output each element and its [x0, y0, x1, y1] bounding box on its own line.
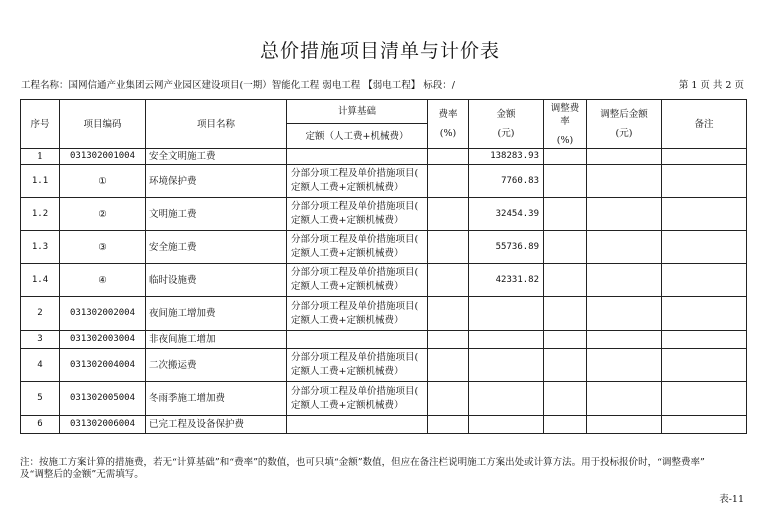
row-amount: 42331.82 [469, 264, 544, 297]
row-seq: 4 [21, 349, 60, 382]
row-remark [662, 416, 747, 434]
row-basis-line2: 定额人工费+定额机械费） [291, 182, 404, 193]
row-seq: 1 [21, 149, 60, 165]
header-name: 项目名称 [146, 100, 287, 149]
row-remark [662, 264, 747, 297]
table-row [21, 231, 747, 264]
row-rate [428, 149, 469, 165]
row-code: 031302004004 [60, 349, 146, 382]
header-amount-label: 金额 [496, 109, 516, 120]
footnote-line1: 注：按施工方案计算的措施费，若无“计算基础”和“费率”的数值，也可只填“金额”数值，但应在备注栏说明施工方案出处或计算方法。用于投标报价时，“调整费率” [20, 457, 705, 468]
row-seq: 1.4 [21, 264, 60, 297]
row-adj-amount [587, 416, 662, 434]
row-basis-line1: 分部分项工程及单价措施项目( [291, 300, 419, 312]
row-adj-rate [544, 149, 587, 165]
row-adj-amount [587, 198, 662, 231]
project-info: 工程名称：国网信通产业集团云网产业园区建设项目(一期）智能化工程 弱电工程 【弱电工程】 标段：/ [21, 80, 455, 91]
row-basis-line1: 分部分项工程及单价措施项目( [291, 385, 419, 397]
row-basis [287, 165, 428, 198]
row-remark [662, 297, 747, 331]
row-amount [469, 349, 544, 382]
row-adj-amount [587, 331, 662, 349]
row-name: 二次搬运费 [146, 349, 287, 382]
row-rate [428, 264, 469, 297]
row-remark [662, 331, 747, 349]
row-adj-amount [587, 382, 662, 416]
row-adj-rate [544, 297, 587, 331]
row-remark [662, 231, 747, 264]
row-basis [287, 231, 428, 264]
row-code: ① [60, 165, 146, 198]
row-adj-rate [544, 416, 587, 434]
table-row [21, 331, 747, 349]
row-seq: 1.2 [21, 198, 60, 231]
row-rate [428, 231, 469, 264]
row-amount [469, 382, 544, 416]
row-code: 031302003004 [60, 331, 146, 349]
row-name: 环境保护费 [146, 165, 287, 198]
row-rate [428, 416, 469, 434]
table-row [21, 349, 747, 382]
table-row [21, 382, 747, 416]
header-adj-amount [587, 100, 662, 149]
row-name: 冬雨季施工增加费 [146, 382, 287, 416]
row-amount: 7760.83 [469, 165, 544, 198]
row-basis [287, 264, 428, 297]
footnote-line2: 及“调整后的金额”无需填写。 [20, 469, 144, 480]
row-basis [287, 149, 428, 165]
row-basis [287, 331, 428, 349]
row-seq: 2 [21, 297, 60, 331]
row-name: 已完工程及设备保护费 [146, 416, 287, 434]
row-seq: 5 [21, 382, 60, 416]
row-basis-line2: 定额人工费+定额机械费） [291, 248, 404, 259]
row-amount [469, 297, 544, 331]
footnote [20, 457, 746, 481]
row-code: ② [60, 198, 146, 231]
row-adj-amount [587, 349, 662, 382]
row-remark [662, 198, 747, 231]
row-adj-rate [544, 331, 587, 349]
row-name: 文明施工费 [146, 198, 287, 231]
row-name: 临时设施费 [146, 264, 287, 297]
row-rate [428, 331, 469, 349]
row-remark [662, 382, 747, 416]
row-remark [662, 165, 747, 198]
row-basis [287, 416, 428, 434]
row-basis-line2: 定额人工费+定额机械费） [291, 366, 404, 377]
header-adj-rate-unit: (%) [556, 134, 574, 146]
row-basis-line1: 分部分项工程及单价措施项目( [291, 267, 419, 278]
row-amount: 32454.39 [469, 198, 544, 231]
row-basis [287, 198, 428, 231]
row-seq: 1.3 [21, 231, 60, 264]
row-adj-amount [587, 264, 662, 297]
table-row [21, 416, 747, 434]
row-basis-line1: 分部分项工程及单价措施项目( [291, 168, 419, 179]
row-basis-line2: 定额人工费+定额机械费） [291, 215, 404, 226]
row-seq: 3 [21, 331, 60, 349]
row-amount: 55736.89 [469, 231, 544, 264]
row-adj-rate [544, 198, 587, 231]
table-number: 表-11 [719, 494, 744, 505]
row-code: 031302002004 [60, 297, 146, 331]
row-rate [428, 382, 469, 416]
row-basis [287, 297, 428, 331]
row-adj-amount [587, 231, 662, 264]
table-row [21, 149, 747, 165]
row-rate [428, 297, 469, 331]
row-adj-amount [587, 149, 662, 165]
header-remark: 备注 [662, 100, 747, 149]
row-adj-rate [544, 382, 587, 416]
row-basis [287, 382, 428, 416]
header-adj-rate-label: 调整费率 [550, 102, 580, 127]
row-remark [662, 149, 747, 165]
row-amount [469, 331, 544, 349]
row-amount [469, 416, 544, 434]
header-rate-label: 费率 [438, 109, 458, 120]
row-adj-rate [544, 264, 587, 297]
header-amount [469, 100, 544, 149]
page-info: 第 1 页 共 2 页 [678, 80, 744, 91]
row-basis-line1: 分部分项工程及单价措施项目( [291, 234, 419, 245]
table-row [21, 264, 747, 297]
row-seq: 1.1 [21, 165, 60, 198]
table-row [21, 297, 747, 331]
table-row [21, 165, 747, 198]
row-code: 031302001004 [60, 149, 146, 165]
header-rate [428, 100, 469, 149]
row-rate [428, 198, 469, 231]
row-basis [287, 349, 428, 382]
row-remark [662, 349, 747, 382]
row-adj-amount [587, 165, 662, 198]
row-basis-line2: 定额人工费+定额机械费） [291, 314, 404, 326]
row-rate [428, 165, 469, 198]
header-adj-amount-unit: (元) [615, 128, 633, 139]
row-adj-rate [544, 231, 587, 264]
row-basis-line2: 定额人工费+定额机械费） [291, 399, 404, 411]
header-adj-rate [544, 100, 587, 149]
row-adj-rate [544, 349, 587, 382]
row-name: 安全文明施工费 [146, 149, 287, 165]
row-basis-line1: 分部分项工程及单价措施项目( [291, 201, 419, 212]
table-row [21, 198, 747, 231]
header-basis: 计算基础 [287, 100, 428, 124]
row-basis-line2: 定额人工费+定额机械费） [291, 281, 404, 292]
row-seq: 6 [21, 416, 60, 434]
row-code: ③ [60, 231, 146, 264]
header-adj-amount-label: 调整后金额 [600, 109, 648, 120]
header-rate-unit: (%) [439, 128, 457, 139]
row-name: 安全施工费 [146, 231, 287, 264]
header-code: 项目编码 [60, 100, 146, 149]
measures-table [20, 99, 747, 434]
row-basis-line1: 分部分项工程及单价措施项目( [291, 352, 419, 363]
header-amount-unit: (元) [497, 128, 515, 139]
header-seq: 序号 [21, 100, 60, 149]
row-adj-rate [544, 165, 587, 198]
row-amount: 138283.93 [469, 149, 544, 165]
row-code: ④ [60, 264, 146, 297]
page-title: 总价措施项目清单与计价表 [259, 40, 500, 62]
row-code: 031302006004 [60, 416, 146, 434]
header-basis-sub: 定额（人工费+机械费） [287, 124, 428, 149]
row-code: 031302005004 [60, 382, 146, 416]
row-adj-amount [587, 297, 662, 331]
row-name: 夜间施工增加费 [146, 297, 287, 331]
row-rate [428, 349, 469, 382]
row-name: 非夜间施工增加 [146, 331, 287, 349]
